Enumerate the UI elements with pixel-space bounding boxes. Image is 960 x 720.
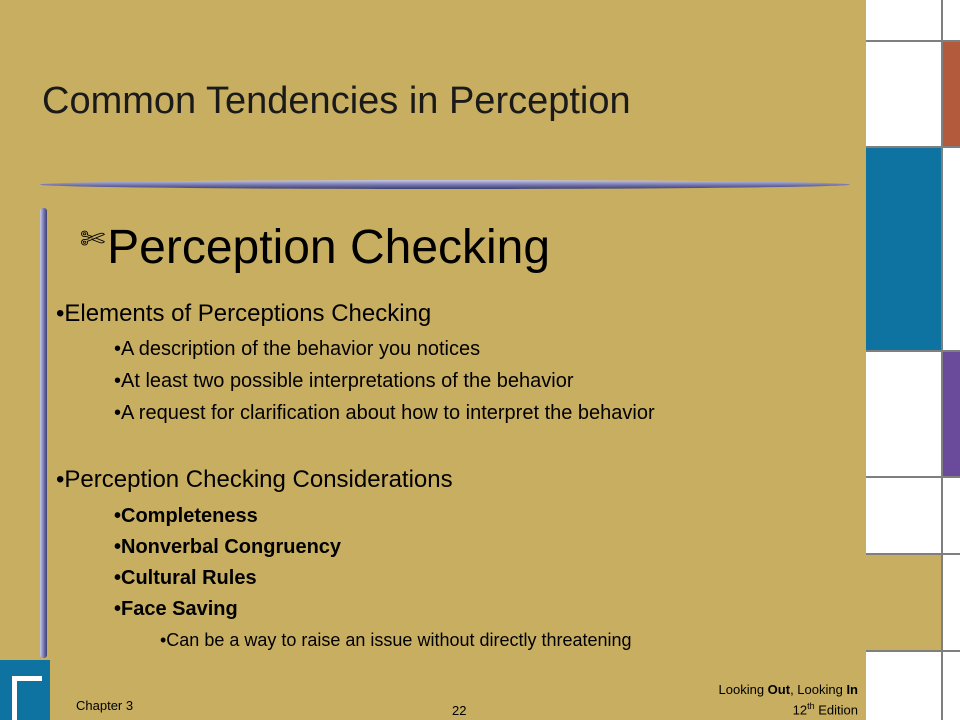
- panel-vertical-divider: [941, 0, 943, 720]
- decorative-side-panel: [866, 0, 960, 720]
- purple-block: [943, 350, 960, 476]
- slide-title: Common Tendencies in Perception: [42, 80, 631, 122]
- panel-divider: [866, 146, 960, 148]
- rust-block: [943, 40, 960, 146]
- blue-block: [866, 146, 943, 350]
- edition-suffix: th: [807, 701, 815, 711]
- footer-text-bold: In: [846, 682, 858, 697]
- list-item: •Nonverbal Congruency: [114, 536, 342, 558]
- panel-divider: [866, 650, 960, 652]
- tan-block: [866, 553, 943, 650]
- footer-page-number: 22: [452, 703, 467, 718]
- list-item: •A description of the behavior you notices: [114, 338, 481, 360]
- list-item: •At least two possible interpretations of the behavior: [114, 370, 574, 392]
- list-item: •Completeness: [114, 505, 258, 527]
- list-item: •A request for clarification about how to interpret the behavior: [114, 402, 655, 424]
- left-accent-bar: [40, 208, 47, 658]
- footer-text-bold: Out: [767, 682, 791, 697]
- footer-book-line: [719, 682, 858, 698]
- footer-text: , Looking: [790, 682, 847, 697]
- panel-divider: [866, 40, 960, 42]
- footer-edition-line: [719, 698, 858, 718]
- edition-text: Edition: [814, 702, 858, 718]
- title-separator: [40, 180, 850, 189]
- footer-chapter: Chapter 3: [76, 698, 134, 713]
- publisher-logo: [0, 660, 50, 720]
- panel-divider: [866, 350, 960, 352]
- list-item: •Cultural Rules: [114, 567, 257, 589]
- edition-number: 12: [792, 702, 808, 718]
- panel-divider: [866, 553, 960, 555]
- subtitle-text: Perception Checking: [107, 221, 551, 274]
- footer-book-title: [719, 682, 858, 718]
- section-heading-elements: •Elements of Perceptions Checking: [56, 300, 432, 327]
- logo-mark: [12, 676, 42, 720]
- list-item: •Face Saving: [114, 598, 238, 620]
- footer-text: Looking: [718, 682, 768, 697]
- book-icon: ✄: [80, 223, 106, 256]
- panel-divider: [866, 476, 960, 478]
- section-heading-considerations: •Perception Checking Considerations: [56, 466, 453, 493]
- list-subitem: •Can be a way to raise an issue without directly threatening: [160, 630, 632, 650]
- slide-subtitle: [80, 220, 550, 275]
